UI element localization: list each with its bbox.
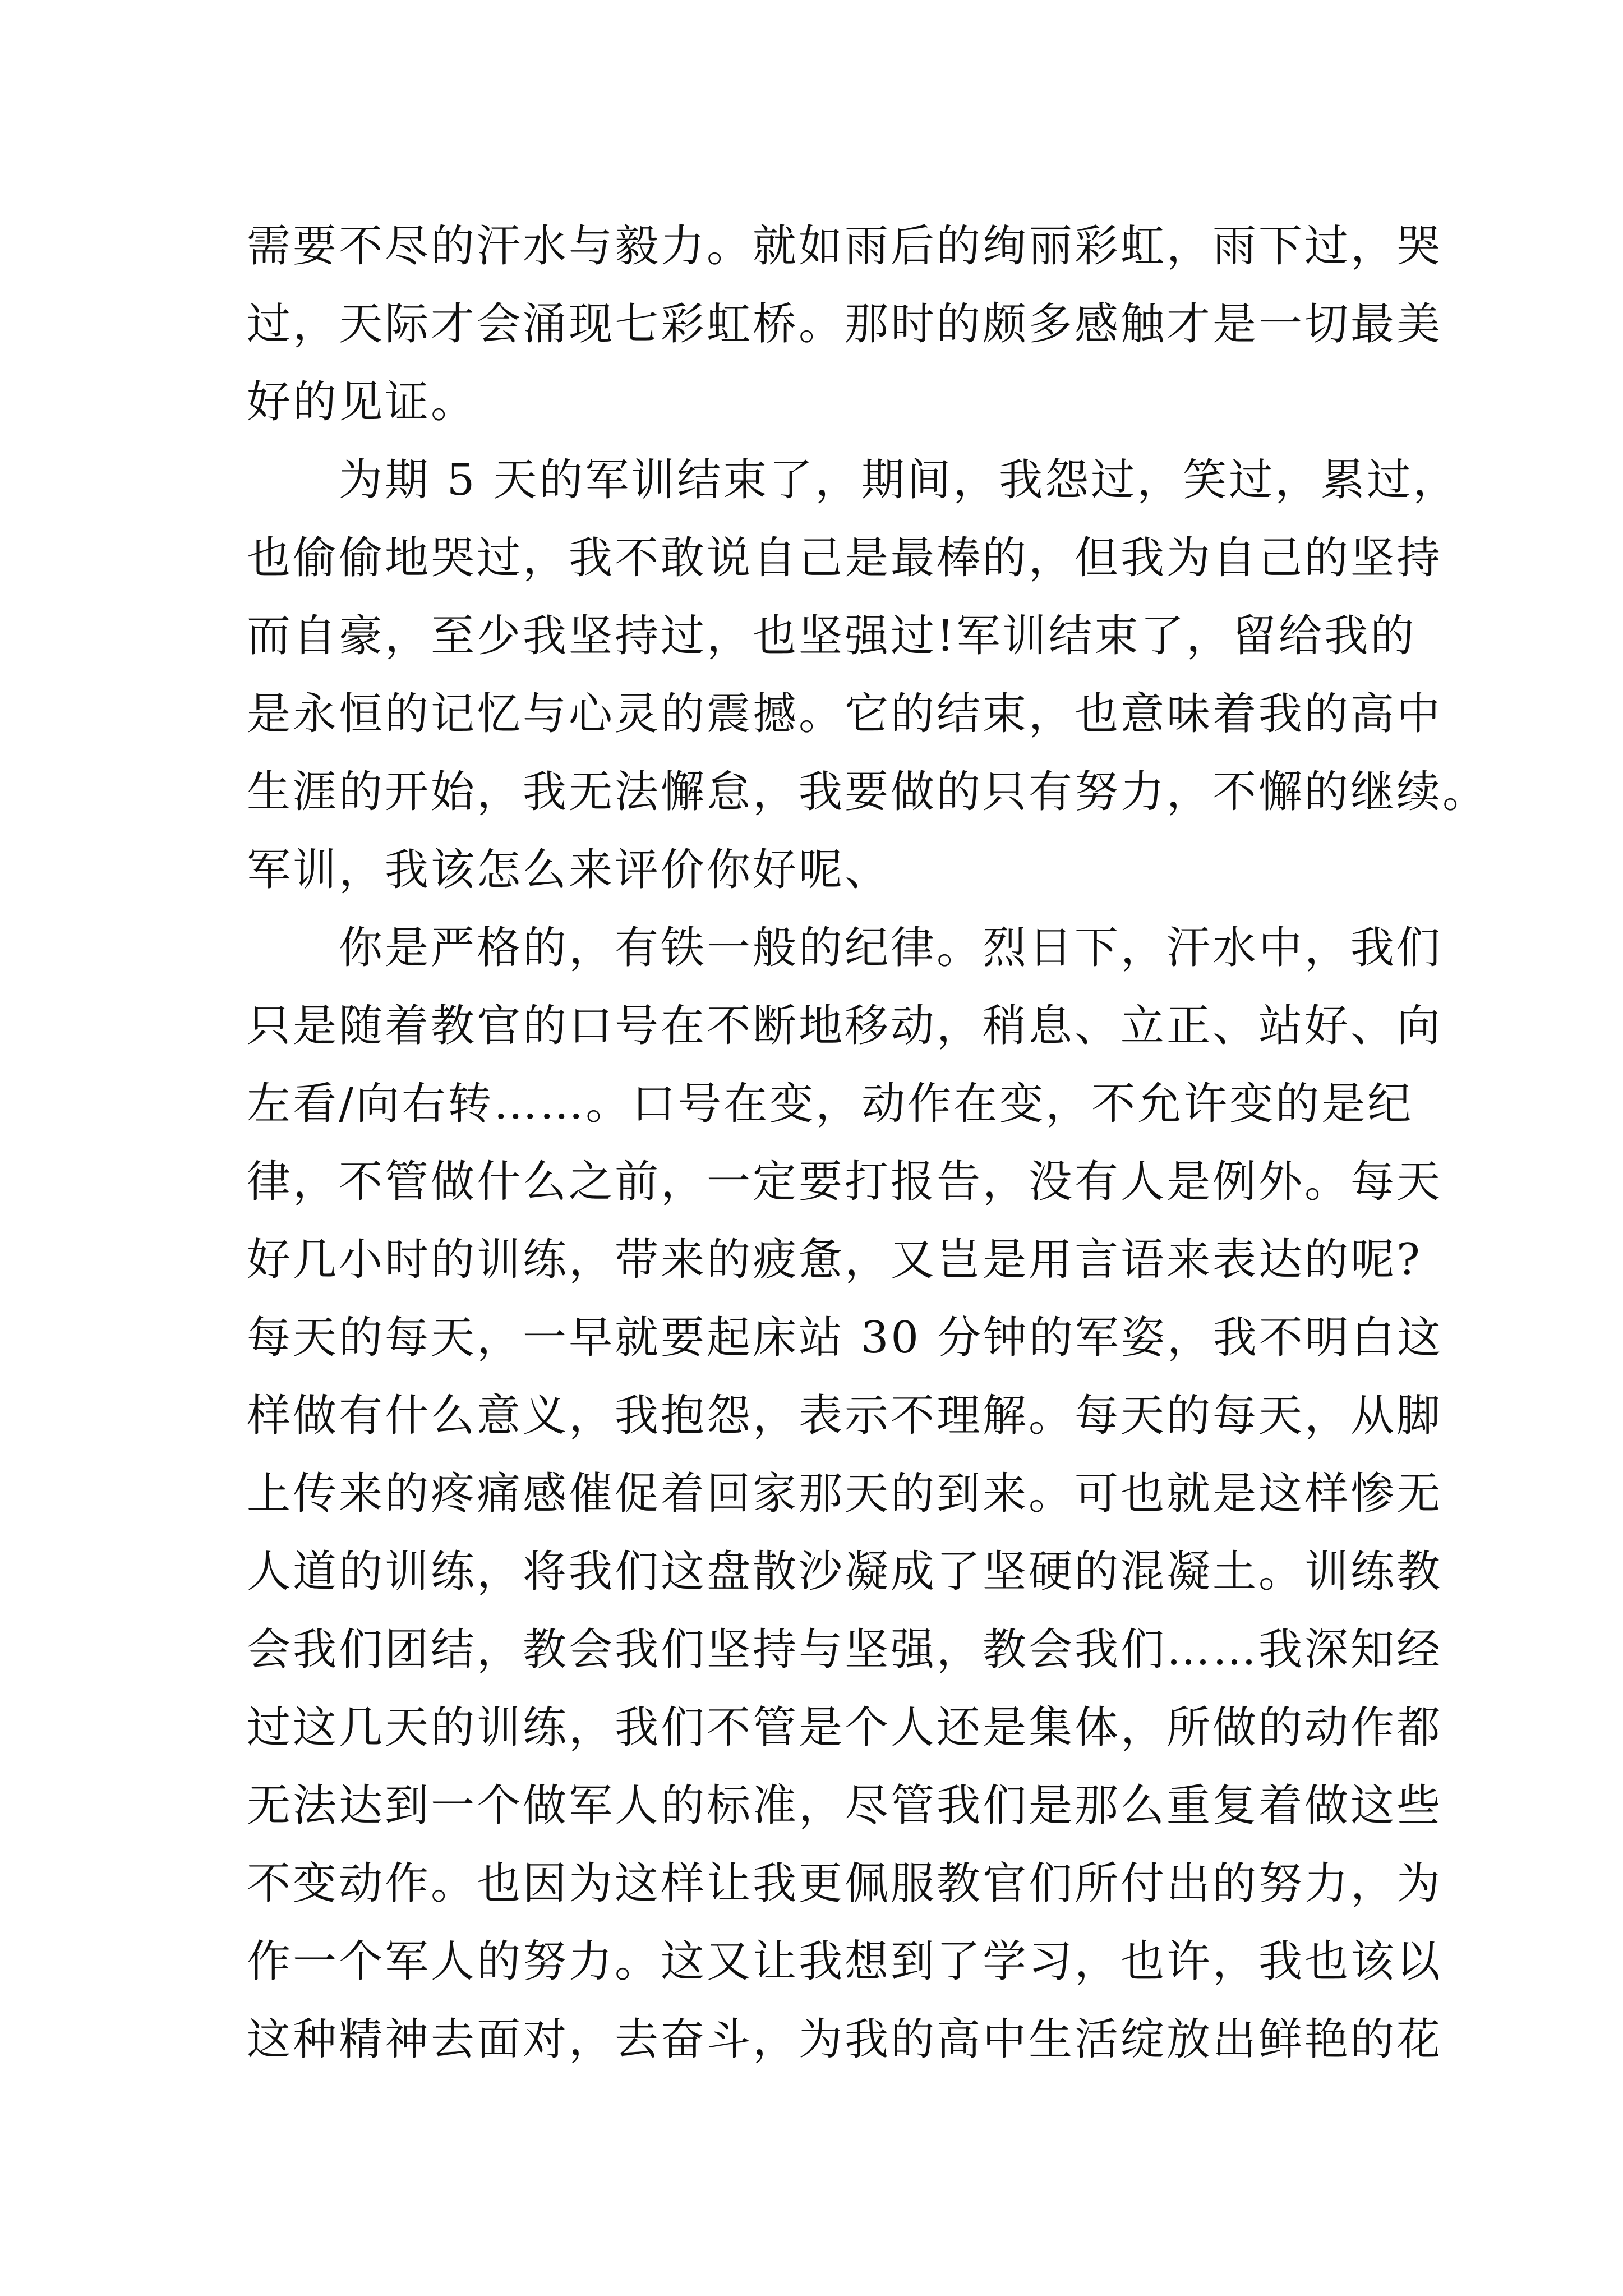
text-line: 是永恒的记忆与心灵的震撼。它的结束，也意味着我的高中 [247,689,1443,739]
text-line: 每天的每天，一早就要起床站 30 分钟的军姿，我不明白这 [247,1313,1443,1363]
text-line: 好的见证。 [247,377,477,427]
text-line: 左看/向右转……。口号在变，动作在变，不允许变的是纪 [247,1079,1414,1129]
text-line: 过，天际才会涌现七彩虹桥。那时的颇多感触才是一切最美 [247,299,1443,349]
text-line: 这种精神去面对，去奋斗，为我的高中生活绽放出鲜艳的花 [247,2014,1443,2065]
text-line: 军训，我该怎么来评价你好呢、 [247,845,891,895]
text-line: 过这几天的训练，我们不管是个人还是集体，所做的动作都 [247,1703,1443,1753]
body-text [247,208,1489,2079]
text-line: 样做有什么意义，我抱怨，表示不理解。每天的每天，从脚 [247,1391,1443,1441]
text-line: 不变动作。也因为这样让我更佩服教官们所付出的努力，为 [247,1858,1443,1909]
text-line: 好几小时的训练，带来的疲惫，又岂是用言语来表达的呢? [247,1235,1422,1285]
text-line: 无法达到一个做军人的标准，尽管我们是那么重复着做这些 [247,1780,1443,1831]
text-line: 也偷偷地哭过，我不敢说自己是最棒的，但我为自己的坚持 [247,533,1443,583]
text-line: 人道的训练，将我们这盘散沙凝成了坚硬的混凝土。训练教 [247,1547,1443,1597]
text-line: 你是严格的，有铁一般的纪律。烈日下，汗水中，我们 [247,923,1443,973]
text-line: 生涯的开始，我无法懈怠，我要做的只有努力，不懈的继续。 [247,767,1489,817]
text-line: 为期 5 天的军训结束了，期间，我怨过，笑过，累过， [247,455,1459,505]
text-line: 会我们团结，教会我们坚持与坚强，教会我们……我深知经 [247,1625,1443,1675]
text-line: 作一个军人的努力。这又让我想到了学习，也许，我也该以 [247,1936,1443,1987]
text-line: 上传来的疼痛感催促着回家那天的到来。可也就是这样惨无 [247,1469,1443,1519]
text-line: 需要不尽的汗水与毅力。就如雨后的绚丽彩虹，雨下过，哭 [247,221,1443,272]
text-line: 只是随着教官的口号在不断地移动，稍息、立正、站好、向 [247,1001,1443,1051]
text-line: 而自豪，至少我坚持过，也坚强过!军训结束了，留给我的 [247,611,1417,661]
text-line: 律，不管做什么之前，一定要打报告，没有人是例外。每天 [247,1157,1443,1207]
